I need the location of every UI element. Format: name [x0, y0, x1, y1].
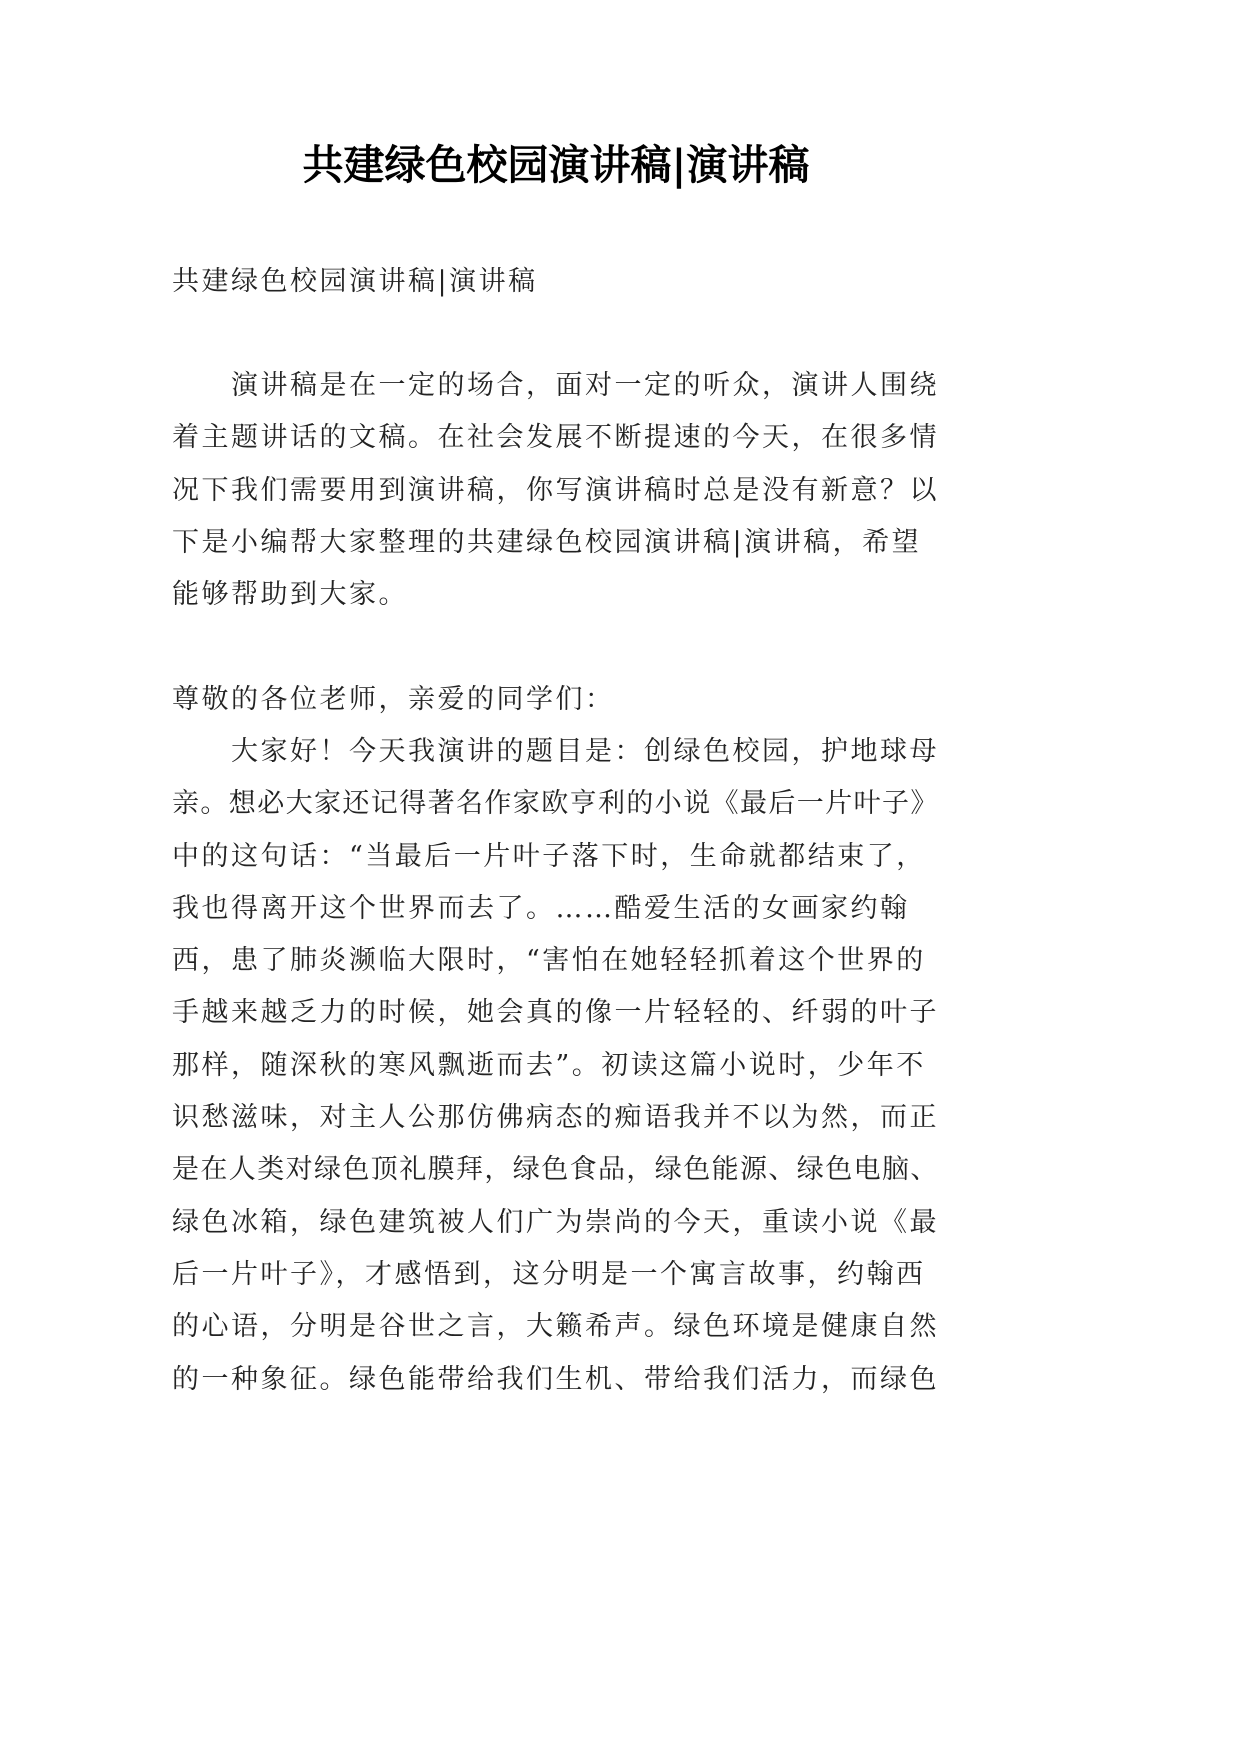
intro-paragraph — [172, 360, 972, 621]
salutation: 尊敬的各位老师，亲爱的同学们： — [172, 684, 615, 715]
paragraph-line: 手越来越乏力的时候，她会真的像一片轻轻的、纤弱的叶子 — [172, 997, 939, 1029]
paragraph-line: 的心语，分明是谷世之言，大籁希声。绿色环境是健康自然 — [172, 1311, 939, 1343]
paragraph-line: 大家好！今天我演讲的题目是：创绿色校园，护地球母 — [231, 736, 939, 767]
document-title: 共建绿色校园演讲稿|演讲稿 — [302, 141, 810, 189]
paragraph-line: 下是小编帮大家整理的共建绿色校园演讲稿|演讲稿，希望 — [172, 526, 922, 558]
paragraph-line: 的一种象征。绿色能带给我们生机、带给我们活力，而绿色 — [172, 1363, 939, 1395]
paragraph-line: 况下我们需要用到演讲稿，你写演讲稿时总是没有新意？以 — [172, 474, 939, 506]
paragraph-line: 能够帮助到大家。 — [172, 579, 408, 611]
paragraph-line: 后一片叶子》，才感悟到，这分明是一个寓言故事，约翰西 — [172, 1258, 926, 1290]
paragraph-line: 是在人类对绿色顶礼膜拜，绿色食品，绿色能源、绿色电脑、 — [172, 1154, 939, 1186]
paragraph-line: 亲。想必大家还记得著名作家欧亨利的小说《最后一片叶子》 — [172, 788, 939, 820]
paragraph-line: 那样，随深秋的寒风飘逝而去”。初读这篇小说时，少年不 — [172, 1049, 926, 1081]
paragraph-line: 演讲稿是在一定的场合，面对一定的听众，演讲人围绕 — [231, 370, 939, 401]
paragraph-line: 着主题讲话的文稿。在社会发展不断提速的今天，在很多情 — [172, 422, 939, 454]
paragraph-line: 识愁滋味，对主人公那仿佛病态的痴语我并不以为然，而正 — [172, 1102, 939, 1134]
speech-body-paragraph — [172, 726, 972, 1406]
paragraph-line: 我也得离开这个世界而去了。……酷爱生活的女画家约翰 — [172, 892, 910, 924]
paragraph-line: 中的这句话：“当最后一片叶子落下时，生命就都结束了， — [172, 840, 926, 872]
document-subtitle: 共建绿色校园演讲稿|演讲稿 — [172, 266, 538, 297]
paragraph-line: 绿色冰箱，绿色建筑被人们广为崇尚的今天，重读小说《最 — [172, 1206, 939, 1238]
paragraph-line: 西，患了肺炎濒临大限时，“害怕在她轻轻抓着这个世界的 — [172, 945, 926, 977]
